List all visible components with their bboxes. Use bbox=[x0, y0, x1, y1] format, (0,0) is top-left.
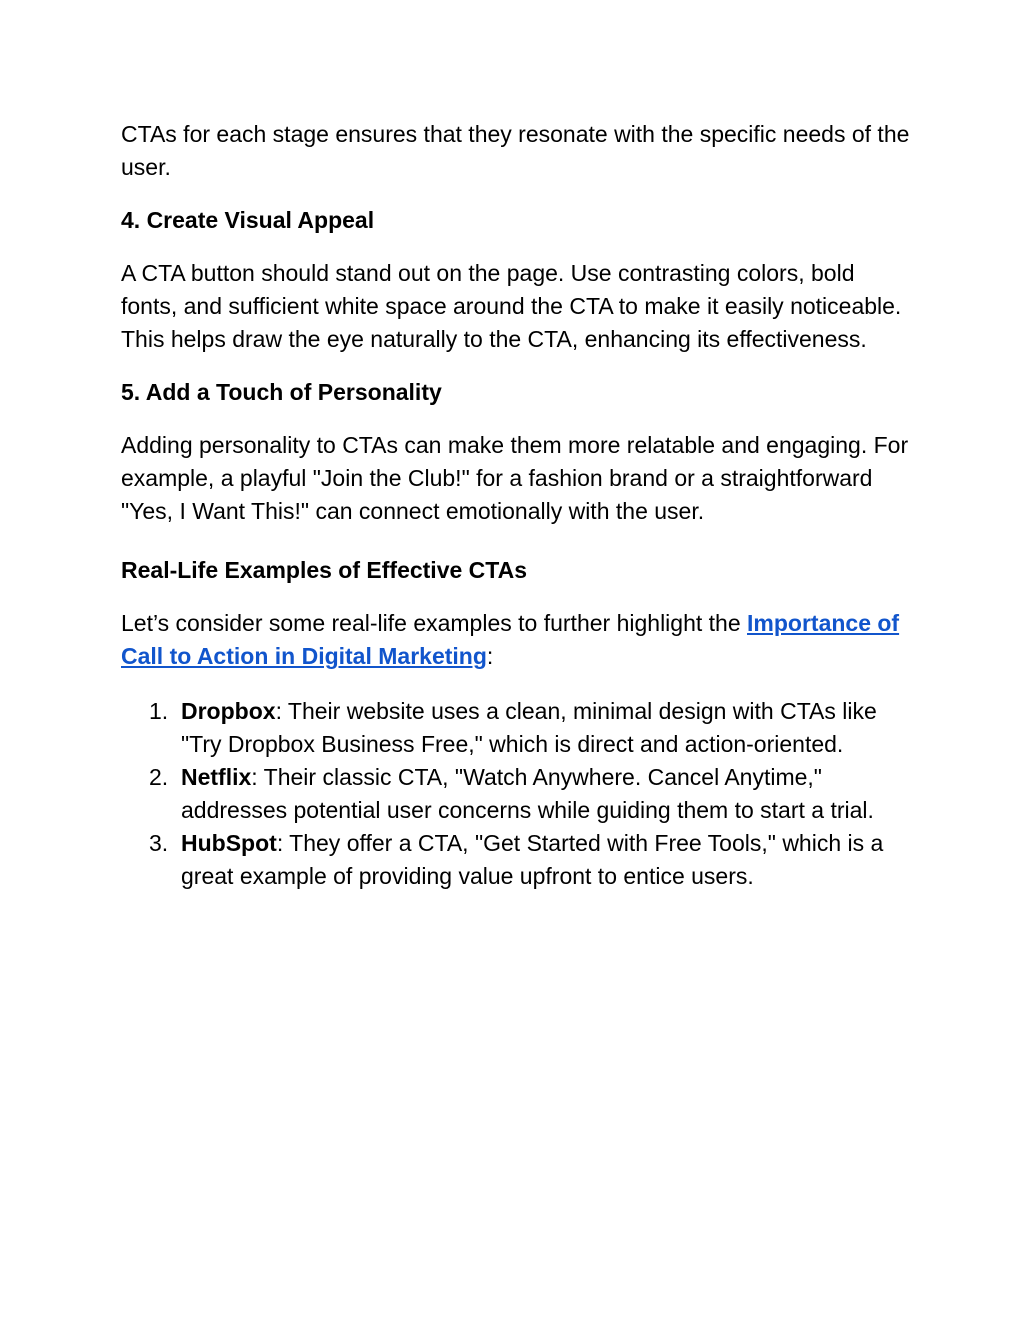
list-item-text: : Their website uses a clean, minimal design with CTAs like "Try Dropbox Business Free," which is direct and action-oriented. bbox=[181, 698, 877, 757]
list-item-name: Netflix bbox=[181, 764, 252, 790]
importance-cta-link[interactable]: Importance of Call to Action in Digital Marketing bbox=[121, 610, 900, 669]
intro-paragraph: CTAs for each stage ensures that they resonate with the specific needs of the user. bbox=[121, 121, 910, 180]
section-4-paragraph: A CTA button should stand out on the page. Use contrasting colors, bold fonts, and sufficient white space around the CTA to make it easily noticeable. This helps draw the eye naturally to the CTA, enhancing its effectiveness. bbox=[121, 260, 902, 352]
list-item-name: Dropbox bbox=[181, 698, 276, 724]
section-5-heading: 5. Add a Touch of Personality bbox=[121, 379, 442, 405]
list-item-netflix bbox=[121, 761, 911, 827]
list-item-dropbox bbox=[121, 695, 911, 761]
document-page bbox=[121, 118, 911, 893]
examples-heading: Real-Life Examples of Effective CTAs bbox=[121, 557, 528, 583]
list-item-text: : They offer a CTA, "Get Started with Free Tools," which is a great example of providing value upfront to entice users. bbox=[181, 830, 884, 889]
list-number: 2. bbox=[149, 764, 169, 790]
examples-lead-end: : bbox=[486, 643, 494, 669]
examples-list bbox=[121, 695, 911, 893]
list-item-text: : Their classic CTA, "Watch Anywhere. Cancel Anytime," addresses potential user concerns while guiding them to start a trial. bbox=[181, 764, 874, 823]
list-item-name: HubSpot bbox=[181, 830, 277, 856]
list-item-hubspot bbox=[121, 827, 911, 893]
list-number: 1. bbox=[149, 698, 169, 724]
examples-lead-paragraph bbox=[121, 607, 911, 673]
list-number: 3. bbox=[149, 830, 169, 856]
section-5-paragraph: Adding personality to CTAs can make them more relatable and engaging. For example, a playful "Join the Club!" for a fashion brand or a straightforward "Yes, I Want This!" can connect emotionally with the user. bbox=[121, 432, 909, 524]
examples-lead-text: Let’s consider some real-life examples to further highlight the bbox=[121, 610, 748, 636]
section-4-heading: 4. Create Visual Appeal bbox=[121, 207, 375, 233]
